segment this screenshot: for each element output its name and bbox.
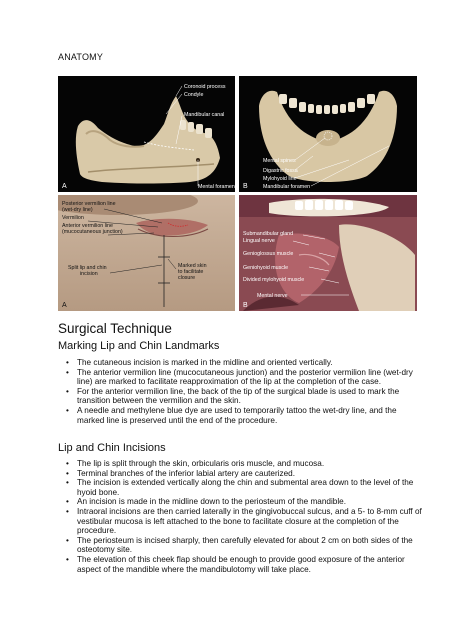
subsection-title-incisions: Lip and Chin Incisions bbox=[58, 442, 166, 454]
label-mandibular-foramen: Mandibular foramen bbox=[263, 184, 311, 190]
list-item: • For the anterior vermilion line, the back of the tip of the surgical blade is used to mark the transition between the vermilion and the skin. bbox=[66, 387, 422, 406]
mandible-posterior-illustration bbox=[239, 76, 417, 192]
label-condyle: Condyle bbox=[184, 92, 204, 98]
list-item: • An incision is made in the midline down to the periosteum of the mandible. bbox=[66, 497, 422, 507]
list-item: • The cutaneous incision is marked in the midline and oriented vertically. bbox=[66, 358, 422, 368]
list-item: • The lip is split through the skin, orbicularis oris muscle, and mucosa. bbox=[66, 459, 422, 469]
label-genioglossus-muscle: Genioglossus muscle bbox=[243, 251, 294, 257]
label-mucocutaneous-junction: (mucocutaneous junction) bbox=[62, 229, 123, 235]
list-item: • The periosteum is incised sharply, then carefully elevated for about 2 cm on both sides of the osteotomy site. bbox=[66, 536, 422, 555]
figure-letter-a: A bbox=[62, 183, 67, 190]
figure-mandible-posterior bbox=[239, 76, 417, 192]
list-item: • The elevation of this cheek flap should be enough to provide good exposure of the anterior aspect of the mandible where the mandibulotomy will take place. bbox=[66, 555, 422, 574]
subsection-title-marking: Marking Lip and Chin Landmarks bbox=[58, 340, 220, 352]
figure-surgical-field bbox=[239, 195, 417, 311]
mandible-lateral-illustration bbox=[58, 76, 235, 192]
label-to-facilitate: to facilitate bbox=[178, 269, 204, 275]
label-geniohyoid-muscle: Geniohyoid muscle bbox=[243, 265, 289, 271]
label-wet-dry-line: (wet-dry line) bbox=[62, 207, 93, 213]
running-header: ANATOMY bbox=[58, 52, 104, 62]
label-digastric-fossa: Digastric fossa bbox=[263, 168, 298, 174]
label-marked-skin: Marked skin bbox=[178, 263, 207, 269]
label-posterior-vermilion-line: Posterior vermilion line bbox=[62, 201, 116, 207]
lip-markings-photo bbox=[58, 195, 235, 311]
label-split-lip-and-chin: Split lip and chin bbox=[68, 265, 107, 271]
list-item: • Intraoral incisions are then carried laterally in the gingivobuccal sulcus, and a 5- to 8-mm cuff of vestibular mucosa is left attached to the bone to facilitate closure at the completion of the procedure. bbox=[66, 507, 422, 536]
section-title: Surgical Technique bbox=[58, 321, 172, 336]
label-divided-mylohyoid-muscle: Divided mylohyoid muscle bbox=[243, 277, 305, 283]
label-submandibular-gland: Submandibular gland bbox=[243, 231, 294, 237]
label-lingual-nerve: Lingual nerve bbox=[243, 238, 275, 244]
anatomy-figure-panel bbox=[58, 76, 417, 311]
label-closure: closure bbox=[178, 275, 196, 281]
list-item: • A needle and methylene blue dye are used to temporarily tattoo the wet-dry line, and the marked line is preserved until the end of the procedure. bbox=[66, 406, 422, 425]
figure-letter-a-bottom: A bbox=[62, 302, 67, 309]
label-coronoid-process: Coronoid process bbox=[184, 84, 226, 90]
marking-landmarks-list bbox=[66, 358, 422, 425]
figure-mandible-lateral bbox=[58, 76, 235, 192]
label-incision: incision bbox=[80, 271, 98, 277]
figure-lip-markings bbox=[58, 195, 235, 311]
label-vermilion: Vermilion bbox=[62, 215, 84, 221]
label-anterior-vermilion-line: Anterior vermilion line bbox=[62, 223, 113, 229]
label-mental-spines: Mental spines bbox=[263, 158, 296, 164]
incisions-list bbox=[66, 459, 422, 574]
label-mandibular-canal: Mandibular canal bbox=[184, 112, 225, 118]
list-item: • The anterior vermilion line (mucocutaneous junction) and the posterior vermilion line (wet-dry line) are marked to facilitate reapproximation of the lip at the completion of the case. bbox=[66, 368, 422, 387]
label-mental-foramen: Mental foramen bbox=[198, 184, 235, 190]
label-mental-nerve: Mental nerve bbox=[257, 293, 288, 299]
list-item: • The incision is extended vertically along the chin and submental area down to the level of the hyoid bone. bbox=[66, 478, 422, 497]
label-mylohyoid-line: Mylohyoid line bbox=[263, 176, 297, 182]
figure-letter-b-bottom: B bbox=[243, 302, 248, 309]
figure-letter-b: B bbox=[243, 183, 248, 190]
list-item: • Terminal branches of the inferior labial artery are cauterized. bbox=[66, 469, 422, 479]
surgical-field-photo bbox=[239, 195, 417, 311]
